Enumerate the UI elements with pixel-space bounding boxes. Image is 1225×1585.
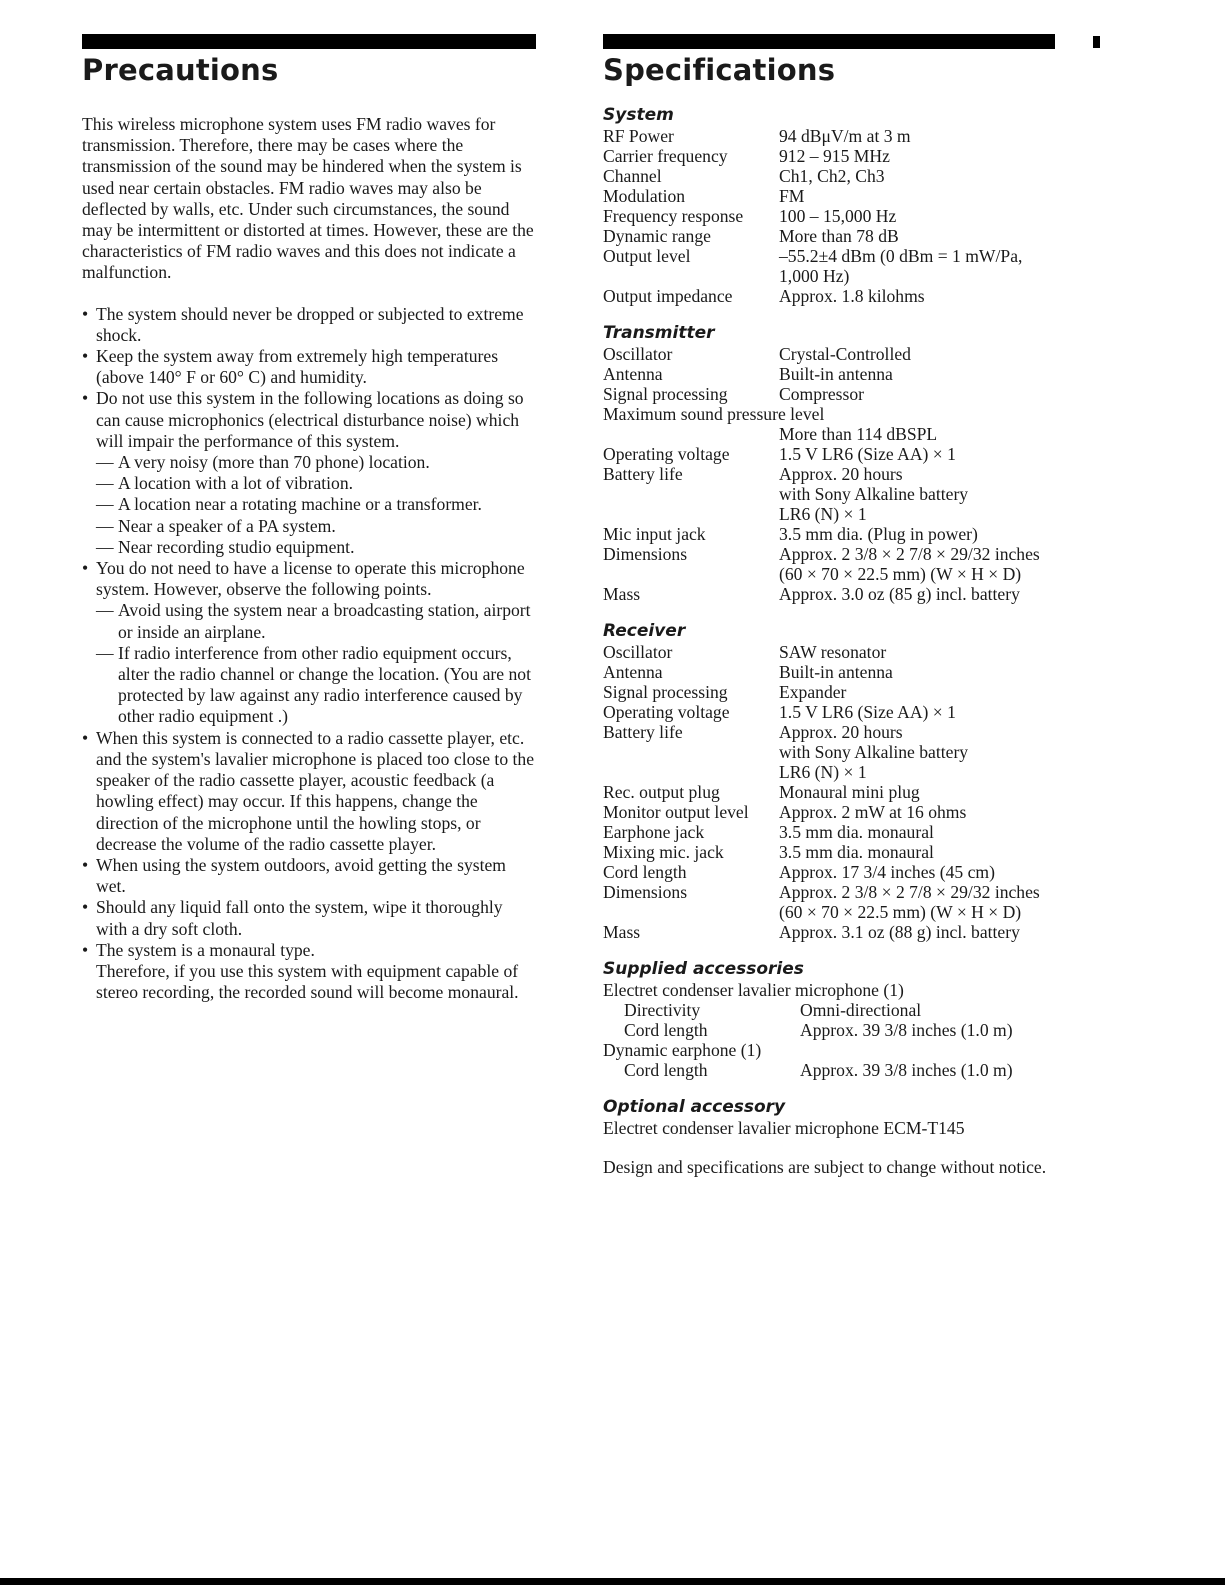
spec-value: Built-in antenna <box>779 662 893 682</box>
spec-row <box>603 1060 1013 1080</box>
optional-accessory-text: Electret condenser lavalier microphone ECM-T145 <box>603 1118 965 1138</box>
sublist-item: — Near a speaker of a PA system. <box>96 516 537 537</box>
spec-label: Rec. output plug <box>603 782 720 802</box>
spec-label: Oscillator <box>603 344 673 364</box>
spec-label: Signal processing <box>603 682 728 702</box>
spec-value: Omni-directional <box>800 1000 922 1020</box>
receiver-section <box>603 620 1073 942</box>
spec-row <box>603 504 1040 524</box>
spec-value: Approx. 3.0 oz (85 g) incl. battery <box>779 584 1020 604</box>
bottom-border <box>0 1578 1225 1585</box>
precaution-text: Should any liquid fall onto the system, wipe it thoroughly with a dry soft cloth. <box>96 897 503 939</box>
spec-label <box>603 742 779 762</box>
spec-row <box>603 564 1040 584</box>
spec-value: (60 × 70 × 22.5 mm) (W × H × D) <box>779 902 1022 922</box>
spec-label <box>603 762 779 782</box>
sublist-item: — If radio interference from other radio equipment occurs, alter the radio channel or change the location. (You are not protected by law against any radio interference caused by other radio equipment .) <box>96 643 537 728</box>
system-section <box>603 104 1073 306</box>
spec-row <box>603 544 1040 564</box>
spec-value: Approx. 20 hours <box>779 464 903 484</box>
spec-label: Channel <box>603 166 662 186</box>
spec-row <box>603 266 1022 286</box>
section-rule <box>603 34 1055 49</box>
spec-value: Monaural mini plug <box>779 782 920 802</box>
spec-value: (60 × 70 × 22.5 mm) (W × H × D) <box>779 564 1022 584</box>
earphone-label: Dynamic earphone (1) <box>603 1040 762 1060</box>
precaution-item <box>82 728 537 855</box>
spec-label: Cord length <box>624 1020 708 1040</box>
supplied-accessories-heading: Supplied accessories <box>603 959 804 979</box>
transmitter-heading: Transmitter <box>603 323 715 343</box>
spec-value: 100 – 15,000 Hz <box>779 206 897 226</box>
spec-value: LR6 (N) × 1 <box>779 504 867 524</box>
precaution-item <box>82 558 537 728</box>
mic-table <box>603 1000 1013 1040</box>
spec-row <box>603 742 1040 762</box>
spec-value: Approx. 39 3/8 inches (1.0 m) <box>800 1020 1013 1040</box>
spec-row <box>603 1020 1013 1040</box>
precaution-item <box>82 346 537 388</box>
spec-value: Approx. 39 3/8 inches (1.0 m) <box>800 1060 1013 1080</box>
spec-label: Operating voltage <box>603 444 730 464</box>
spec-label: Monitor output level <box>603 802 749 822</box>
spec-row <box>603 444 1040 464</box>
supplied-accessories-section <box>603 958 1073 1080</box>
receiver-table <box>603 642 1040 942</box>
spec-label <box>603 564 779 584</box>
spec-value: Crystal-Controlled <box>779 344 911 364</box>
design-note: Design and specifications are subject to change without notice. <box>603 1157 1047 1177</box>
spec-value: 1.5 V LR6 (Size AA) × 1 <box>779 444 956 464</box>
spec-row <box>603 364 911 384</box>
spec-row <box>603 842 1040 862</box>
precaution-text: You do not need to have a license to operate this microphone system. However, observe the following points. <box>96 558 525 600</box>
spec-value: with Sony Alkaline battery <box>779 742 969 762</box>
sublist-item: — Near recording studio equipment. <box>96 537 537 558</box>
spec-row <box>603 1000 1013 1020</box>
spec-label <box>603 424 779 444</box>
system-table <box>603 126 1022 306</box>
spec-label: Output impedance <box>603 286 733 306</box>
spec-value: Approx. 20 hours <box>779 722 903 742</box>
spec-value: SAW resonator <box>779 642 887 662</box>
spec-label: Battery life <box>603 464 683 484</box>
spec-label: Earphone jack <box>603 822 705 842</box>
spec-row <box>603 862 1040 882</box>
spec-value: 94 dBμV/m at 3 m <box>779 126 911 146</box>
spec-value: 3.5 mm dia. monaural <box>779 842 934 862</box>
spec-label: Cord length <box>603 862 687 882</box>
specifications-title: Specifications <box>603 53 836 87</box>
spec-label: Dimensions <box>603 882 688 902</box>
spec-row <box>603 126 1022 146</box>
spec-label: Output level <box>603 246 691 266</box>
spec-label <box>603 902 779 922</box>
spec-row <box>603 226 1022 246</box>
precaution-item <box>82 940 537 1004</box>
spec-label: Carrier frequency <box>603 146 728 166</box>
spec-value: LR6 (N) × 1 <box>779 762 867 782</box>
spec-value: FM <box>779 186 805 206</box>
spec-value: with Sony Alkaline battery <box>779 484 969 504</box>
mic-label: Electret condenser lavalier microphone (1) <box>603 980 904 1000</box>
spec-label: Operating voltage <box>603 702 730 722</box>
precaution-item <box>82 855 537 897</box>
spec-row <box>603 584 1040 604</box>
spec-row <box>603 206 1022 226</box>
max-spl-value: More than 114 dBSPL <box>779 424 938 444</box>
precaution-text: Keep the system away from extremely high temperatures (above 140° F or 60° C) and humidity. <box>96 346 499 388</box>
spec-label: Modulation <box>603 186 686 206</box>
precaution-text: When using the system outdoors, avoid getting the system wet. <box>96 854 506 897</box>
spec-value: Built-in antenna <box>779 364 893 384</box>
precaution-text: When this system is connected to a radio cassette player, etc. and the system's lavalier microphone is placed too close to the speaker of the radio cassette player, acoustic feedback (a howling effect) may occur. If this happens, change the direction of the microphone until the howling stops, or decrease the volume of the radio cassette player. <box>96 727 535 854</box>
spec-row <box>603 642 1040 662</box>
spec-value: –55.2±4 dBm (0 dBm = 1 mW/Pa, <box>779 246 1023 266</box>
spec-label: Mass <box>603 922 641 942</box>
spec-row <box>603 166 1022 186</box>
transmitter-section <box>603 322 1073 604</box>
spec-row <box>603 146 1022 166</box>
spec-value: Approx. 17 3/4 inches (45 cm) <box>779 862 995 882</box>
spec-row <box>603 702 1040 722</box>
transmitter-table-b <box>603 444 1040 604</box>
corner-marker <box>1093 36 1100 48</box>
sublist-item: — A very noisy (more than 70 phone) location. <box>96 452 537 473</box>
precautions-list <box>82 304 537 1004</box>
sublist-item: — Avoid using the system near a broadcasting station, airport or inside an airplane. <box>96 600 537 642</box>
precaution-text: The system should never be dropped or subjected to extreme shock. <box>96 303 524 345</box>
spec-label: Mixing mic. jack <box>603 842 724 862</box>
spec-label: Mic input jack <box>603 524 706 544</box>
spec-row <box>603 524 1040 544</box>
sublist-item: — A location near a rotating machine or a transformer. <box>96 494 537 515</box>
precaution-text: Do not use this system in the following locations as doing so can cause microphonics (electrical disturbance noise) which will impair the performance of this system. <box>96 388 524 451</box>
receiver-heading: Receiver <box>603 621 686 641</box>
precautions-column <box>82 34 537 1003</box>
spec-row <box>603 722 1040 742</box>
spec-row <box>603 782 1040 802</box>
spec-row <box>603 246 1022 266</box>
optional-accessory-section <box>603 1096 1073 1138</box>
spec-value: Approx. 3.1 oz (88 g) incl. battery <box>779 922 1020 942</box>
spec-row <box>603 902 1040 922</box>
precautions-title: Precautions <box>82 53 279 87</box>
transmitter-table-a <box>603 344 911 404</box>
spec-label: Mass <box>603 584 641 604</box>
spec-value: Compressor <box>779 384 865 404</box>
spec-value: 1.5 V LR6 (Size AA) × 1 <box>779 702 956 722</box>
spec-label: Cord length <box>624 1060 708 1080</box>
spec-label: Dimensions <box>603 544 688 564</box>
spec-row <box>603 922 1040 942</box>
specifications-column <box>603 34 1073 1196</box>
spec-label: RF Power <box>603 126 674 146</box>
max-spl-table <box>603 424 937 444</box>
spec-row <box>603 484 1040 504</box>
spec-label: Frequency response <box>603 206 744 226</box>
license-sublist <box>96 600 537 727</box>
optional-accessory-heading: Optional accessory <box>603 1097 786 1117</box>
spec-label <box>603 266 779 286</box>
spec-label <box>603 504 779 524</box>
spec-value: 3.5 mm dia. monaural <box>779 822 934 842</box>
section-rule <box>82 34 536 49</box>
spec-row <box>603 464 1040 484</box>
spec-value: 912 – 915 MHz <box>779 146 890 166</box>
precaution-item <box>82 897 537 939</box>
spec-row <box>603 822 1040 842</box>
precaution-item <box>82 388 537 558</box>
spec-row <box>603 802 1040 822</box>
spec-label: Oscillator <box>603 642 673 662</box>
spec-value: Expander <box>779 682 847 702</box>
spec-label <box>603 484 779 504</box>
earphone-table <box>603 1060 1013 1080</box>
spec-row <box>603 662 1040 682</box>
spec-row <box>603 344 911 364</box>
spec-value: Ch1, Ch2, Ch3 <box>779 166 885 186</box>
max-spl-label: Maximum sound pressure level <box>603 404 825 424</box>
spec-value: More than 78 dB <box>779 226 899 246</box>
spec-row <box>603 762 1040 782</box>
sublist-item: — A location with a lot of vibration. <box>96 473 537 494</box>
location-sublist <box>96 452 537 558</box>
spec-value: 3.5 mm dia. (Plug in power) <box>779 524 978 544</box>
system-heading: System <box>603 105 674 125</box>
precaution-text: Therefore, if you use this system with equipment capable of stereo recording, the recorded sound will become monaural. <box>96 960 519 1003</box>
precaution-text: • The system is a monaural type. <box>96 939 315 960</box>
precautions-intro: This wireless microphone system uses FM radio waves for transmission. Therefore, there may be cases where the transmission of the sound may be hindered when the system is used near certain obstacles. FM radio waves may also be deflected by walls, etc. Under such circumstances, the sound may be intermittent or distorted at times. However, these are the characteristics of FM radio waves and this does not indicate a malfunction. <box>82 114 534 283</box>
spec-value: Approx. 2 3/8 × 2 7/8 × 29/32 inches <box>779 544 1040 564</box>
spec-row <box>603 882 1040 902</box>
spec-row <box>603 384 911 404</box>
spec-label: Signal processing <box>603 384 728 404</box>
spec-value: Approx. 2 3/8 × 2 7/8 × 29/32 inches <box>779 882 1040 902</box>
spec-label: Antenna <box>603 364 663 384</box>
spec-value: Approx. 2 mW at 16 ohms <box>779 802 967 822</box>
spec-row <box>603 286 1022 306</box>
spec-label: Battery life <box>603 722 683 742</box>
spec-label: Antenna <box>603 662 663 682</box>
precaution-item <box>82 304 537 346</box>
spec-label: Dynamic range <box>603 226 711 246</box>
spec-row <box>603 424 937 444</box>
spec-row <box>603 186 1022 206</box>
spec-value: 1,000 Hz) <box>779 266 850 286</box>
spec-value: Approx. 1.8 kilohms <box>779 286 925 306</box>
spec-row <box>603 682 1040 702</box>
spec-label: Directivity <box>624 1000 701 1020</box>
